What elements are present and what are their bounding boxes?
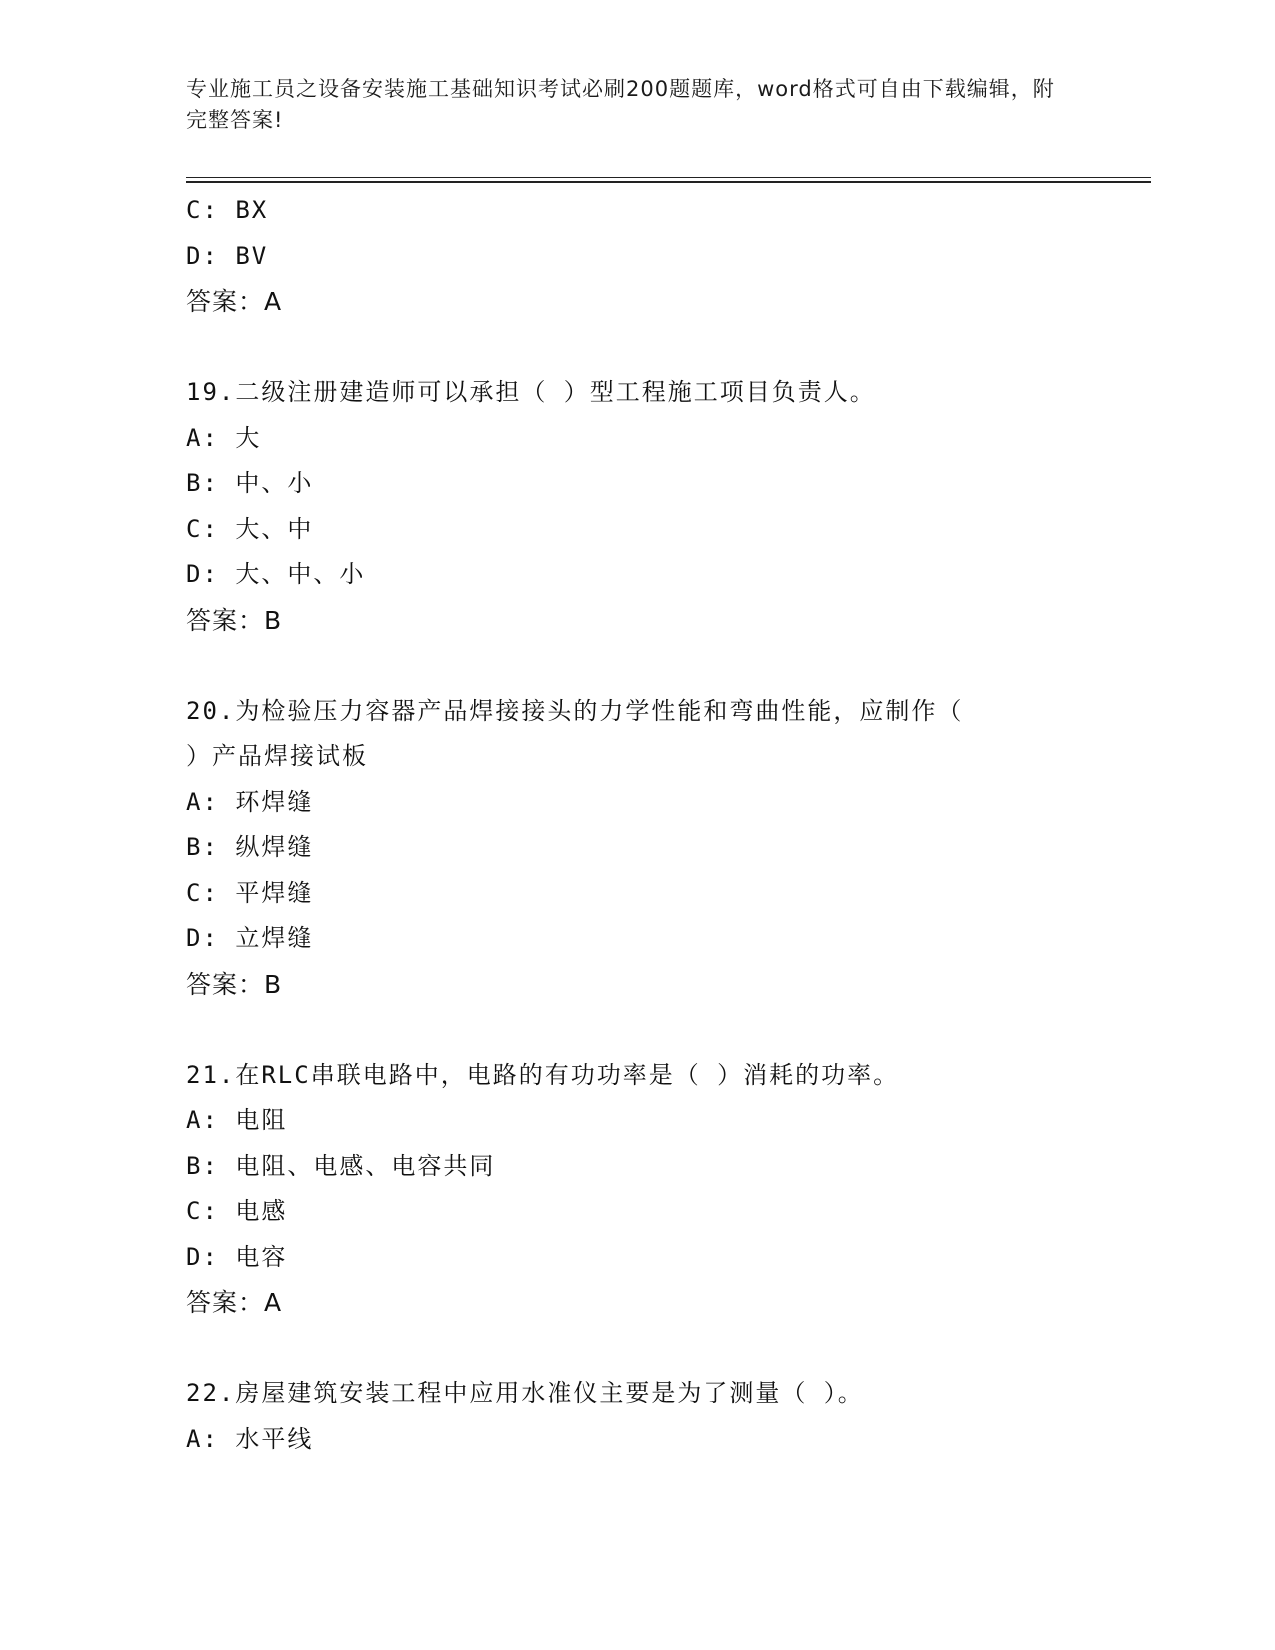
q19-answer: 答案：B bbox=[186, 605, 283, 635]
spacer bbox=[186, 643, 1146, 689]
q21-option-c: C: 电感 bbox=[186, 1197, 288, 1225]
q19-option-d: D: 大、中、小 bbox=[186, 560, 366, 588]
q19-option-a: A: 大 bbox=[186, 423, 262, 452]
q19-question: 19.二级注册建造师可以承担（ ）型工程施工项目负责人。 bbox=[186, 378, 876, 406]
spacer bbox=[186, 1326, 1146, 1372]
q22-option-a: A: 水平线 bbox=[186, 1424, 314, 1453]
q19-option-c: C: 大、中 bbox=[186, 514, 314, 543]
spacer bbox=[186, 1007, 1146, 1053]
q20-option-b: B: 纵焊缝 bbox=[186, 833, 314, 861]
q22-question: 22.房屋建筑安装工程中应用水准仪主要是为了测量（ ）。 bbox=[186, 1379, 864, 1407]
q21-answer: 答案：A bbox=[186, 1288, 283, 1317]
q21-option-b: B: 电阻、电感、电容共同 bbox=[186, 1151, 496, 1180]
q18-option-c: C: BX bbox=[186, 196, 269, 224]
spacer bbox=[186, 325, 1146, 371]
q20-question-line1: 20.为检验压力容器产品焊接接头的力学性能和弯曲性能，应制作（ bbox=[186, 696, 964, 725]
header-divider-thin bbox=[186, 177, 1151, 178]
q20-option-a: A: 环焊缝 bbox=[186, 787, 314, 816]
q21-option-a: A: 电阻 bbox=[186, 1106, 288, 1134]
q19-option-b: B: 中、小 bbox=[186, 469, 314, 497]
q21-question: 21.在RLC串联电路中，电路的有功功率是（ ）消耗的功率。 bbox=[186, 1060, 900, 1089]
q18-option-d: D: BV bbox=[186, 241, 269, 270]
document-header: 专业施工员之设备安装施工基础知识考试必刷200题题库，word格式可自由下载编辑，附完整答案! bbox=[186, 77, 1055, 132]
q20-question-line2: ）产品焊接试板 bbox=[186, 742, 368, 770]
q21-option-d: D: 电容 bbox=[186, 1242, 288, 1271]
question-list bbox=[186, 188, 1146, 1462]
q20-option-c: C: 平焊缝 bbox=[186, 878, 314, 907]
q18-answer: 答案：A bbox=[186, 287, 283, 316]
header-divider-thick bbox=[186, 181, 1151, 183]
q20-option-d: D: 立焊缝 bbox=[186, 924, 314, 952]
q20-answer: 答案：B bbox=[186, 969, 283, 999]
